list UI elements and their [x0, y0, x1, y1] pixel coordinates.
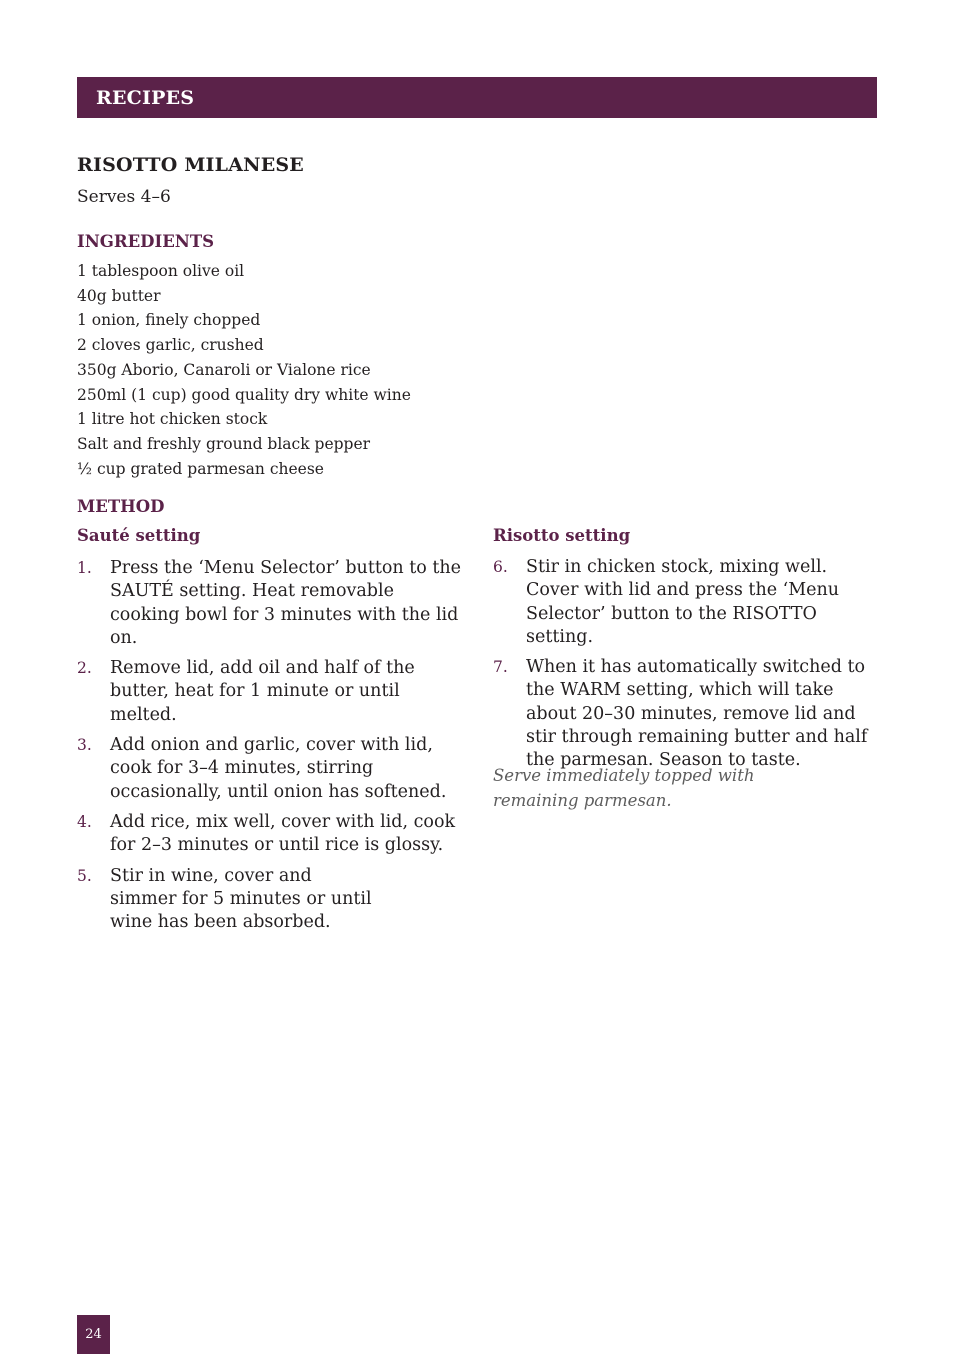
step-number: 6.: [493, 558, 508, 576]
ingredient-item: 1 onion, finely chopped: [77, 311, 261, 330]
saute-steps-list: [77, 557, 469, 941]
ingredients-heading: INGREDIENTS: [77, 232, 215, 251]
step-text: Stir in wine, cover and simmer for 5 minutes or until wine has been absorbed.: [110, 865, 372, 933]
step-text: Remove lid, add oil and half of the butter, heat for 1 minute or until melted.: [110, 658, 415, 725]
method-step: [493, 656, 878, 772]
ingredient-item: 1 tablespoon olive oil: [77, 262, 245, 280]
recipe-title: RISOTTO MILANESE: [77, 154, 304, 176]
risotto-setting-heading: Risotto setting: [493, 526, 631, 545]
step-text: Press the ‘Menu Selector’ button to the SAUTÉ setting. Heat removable cooking bowl for 3 minutes with the lid on.: [110, 558, 462, 648]
section-header-title: RECIPES: [96, 86, 195, 109]
page-number-badge: [77, 1315, 110, 1354]
step-number: 5.: [77, 866, 92, 885]
page-number: 24: [85, 1327, 102, 1342]
method-step: [77, 657, 469, 727]
saute-setting-heading: Sauté setting: [77, 526, 201, 545]
method-step: [77, 865, 469, 935]
method-step: [77, 811, 469, 858]
step-number: 7.: [493, 658, 508, 677]
method-heading: METHOD: [77, 497, 165, 516]
method-step: [493, 556, 878, 649]
recipe-serves: Serves 4–6: [77, 187, 171, 207]
step-text: Add onion and garlic, cover with lid, cook for 3–4 minutes, stirring occasionally, until onion has softened.: [110, 735, 447, 802]
step-number: 3.: [77, 736, 92, 755]
step-text: Stir in chicken stock, mixing well. Cover with lid and press the ‘Menu Selector’ button to the RISOTTO setting.: [526, 557, 840, 647]
step-number: 1.: [77, 559, 92, 577]
step-text: Add rice, mix well, cover with lid, cook for 2–3 minutes or until rice is glossy.: [110, 811, 456, 856]
ingredient-item: 350g Aborio, Canaroli or Vialone rice: [77, 360, 371, 379]
ingredient-item: 250ml (1 cup) good quality dry white wine: [77, 385, 411, 404]
risotto-steps-list: [493, 556, 878, 780]
ingredient-item: ½ cup grated parmesan cheese: [77, 459, 324, 478]
step-number: 4.: [77, 812, 92, 831]
ingredient-item: Salt and freshly ground black pepper: [77, 434, 371, 453]
ingredient-item: 2 cloves garlic, crushed: [77, 336, 264, 355]
ingredient-item: 40g butter: [77, 286, 161, 305]
ingredients-list: [77, 259, 411, 481]
method-step: [77, 557, 469, 650]
step-number: 2.: [77, 659, 92, 678]
ingredient-item: 1 litre hot chicken stock: [77, 410, 268, 429]
method-step: [77, 734, 469, 804]
section-header-banner: [77, 77, 877, 118]
serve-note: Serve immediately topped with remaining parmesan.: [493, 766, 755, 810]
step-text: When it has automatically switched to the WARM setting, which will take about 20–30 minutes, remove lid and stir through remaining butter and half the parmesan. Season to taste.: [526, 657, 868, 771]
